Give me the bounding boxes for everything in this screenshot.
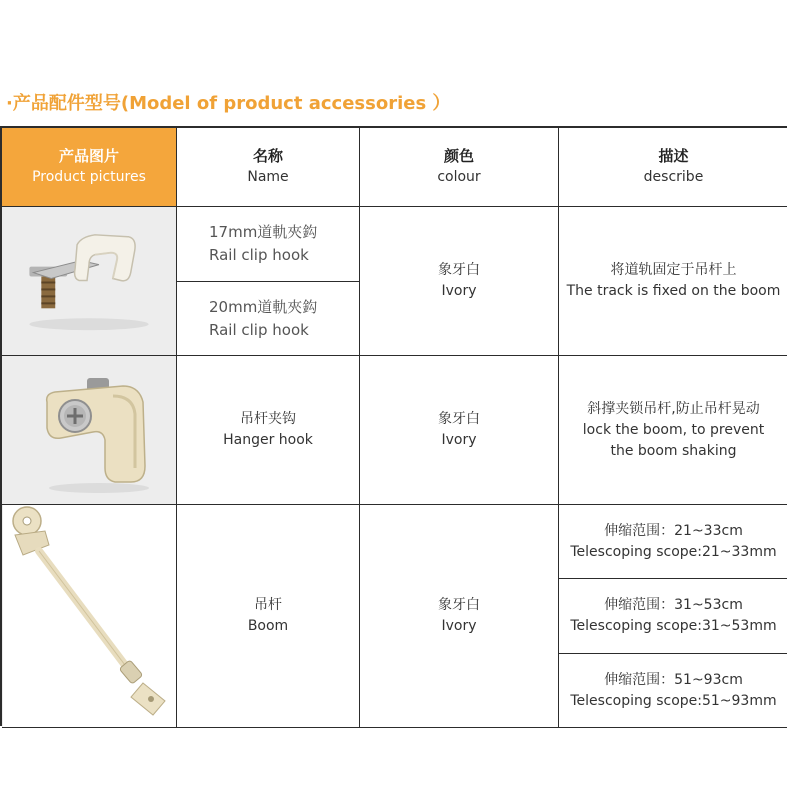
header-describe-zh: 描述	[658, 147, 689, 165]
header-pictures-en: Product pictures	[32, 169, 146, 185]
rail-clip-describe-zh: 将道轨固定于吊杆上	[610, 262, 737, 278]
boom-scope-3	[559, 654, 787, 728]
boom-scope-1-zh: 伸缩范围：21~33cm	[604, 522, 743, 539]
header-product-pictures	[2, 128, 177, 207]
header-name-zh: 名称	[252, 147, 283, 165]
hanger-hook-colour	[360, 356, 559, 505]
hanger-hook-describe-line2: lock the boom, to prevent	[582, 421, 765, 438]
hanger-hook-describe-line3: the boom shaking	[610, 442, 737, 459]
boom-scope-1	[559, 505, 787, 579]
header-pictures-zh: 产品图片	[58, 147, 119, 165]
boom-scope-1-en: Telescoping scope:21~33mm	[570, 543, 777, 560]
header-describe-en: describe	[643, 169, 704, 185]
boom-scope-2-zh: 伸缩范围：31~53cm	[604, 597, 743, 613]
hanger-hook-photo-icon	[3, 356, 176, 504]
hanger-hook-colour-en: Ivory	[441, 432, 477, 448]
hanger-hook-describe-line1: 斜撑夹锁吊杆,防止吊杆晃动	[587, 400, 760, 417]
header-name	[177, 128, 360, 207]
rail-clip-17mm-en: Rail clip hook	[209, 246, 309, 264]
rail-clip-17mm-name	[177, 207, 360, 282]
boom-scope-3-zh: 伸缩范围：51~93cm	[604, 671, 743, 688]
header-colour-zh: 颜色	[443, 147, 474, 165]
rail-clip-20mm-en: Rail clip hook	[209, 320, 309, 339]
header-colour-en: colour	[437, 169, 481, 185]
rail-clip-describe-en: The track is fixed on the boom	[566, 283, 781, 299]
hanger-hook-name-en: Hanger hook	[223, 432, 313, 448]
boom-scope-3-en: Telescoping scope:51~93mm	[570, 692, 777, 709]
boom-name-zh: 吊杆	[254, 597, 282, 613]
header-name-en: Name	[247, 169, 289, 185]
rail-clip-hook-photo-cell	[2, 207, 177, 356]
rail-clip-colour	[360, 207, 559, 356]
rail-clip-colour-zh: 象牙白	[438, 262, 480, 278]
hanger-hook-name	[177, 356, 360, 505]
boom-photo-icon	[3, 505, 176, 727]
header-colour	[360, 128, 559, 207]
boom-colour-zh: 象牙白	[438, 597, 480, 613]
rail-clip-hook-photo-icon	[3, 207, 176, 355]
boom-scope-2-en: Telescoping scope:31~53mm	[570, 618, 777, 634]
hanger-hook-photo-cell	[2, 356, 177, 505]
hanger-hook-describe	[559, 356, 787, 505]
boom-scope-2	[559, 579, 787, 654]
rail-clip-20mm-zh: 20mm道軌夾鈎	[209, 297, 318, 316]
boom-colour-en: Ivory	[441, 618, 477, 634]
boom-name-en: Boom	[247, 618, 289, 634]
boom-name	[177, 505, 360, 728]
boom-photo-cell	[2, 505, 177, 728]
boom-colour	[360, 505, 559, 728]
header-describe	[559, 128, 787, 207]
hanger-hook-colour-zh: 象牙白	[438, 411, 480, 427]
accessories-table	[0, 126, 787, 726]
hanger-hook-name-zh: 吊杆夹钩	[240, 411, 296, 427]
rail-clip-describe	[559, 207, 787, 356]
section-heading: ·产品配件型号(Model of product accessories ）	[6, 93, 451, 114]
rail-clip-colour-en: Ivory	[441, 283, 477, 299]
rail-clip-17mm-zh: 17mm道軌夾鈎	[209, 223, 318, 241]
rail-clip-20mm-name	[177, 282, 360, 356]
